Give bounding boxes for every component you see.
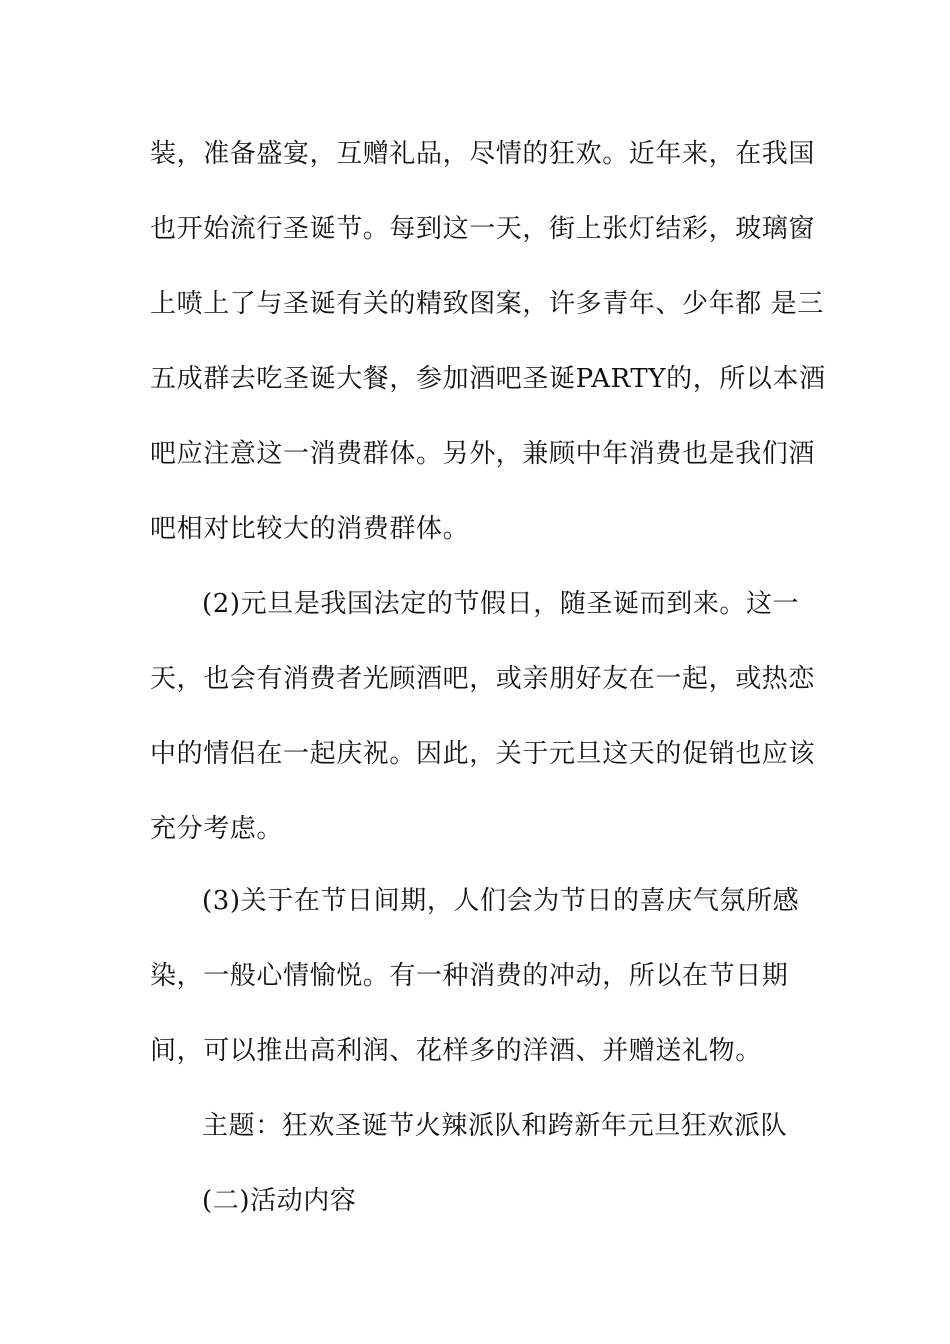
paragraph-line: 装，准备盛宴，互赠礼品，尽情的狂欢。近年来，在我国 (150, 139, 816, 169)
section-heading: (二)活动内容 (202, 1186, 357, 1216)
paragraph-line: 充分考虑。 (150, 814, 284, 844)
paragraph-line: (2)元旦是我国法定的节假日，随圣诞而到来。这一 (202, 589, 800, 619)
paragraph-line: 上喷上了与圣诞有关的精致图案，许多青年、少年都 是三 (150, 289, 824, 319)
paragraph-line: 染，一般心情愉悦。有一种消费的冲动，所以在节日期 (150, 961, 789, 991)
paragraph-line: 吧相对比较大的消费群体。 (150, 514, 470, 544)
paragraph-line: (3)关于在节日间期，人们会为节日的喜庆气氛所感 (202, 886, 800, 916)
paragraph-line: 五成群去吃圣诞大餐，参加酒吧圣诞PARTY的，所以本酒 (150, 364, 826, 394)
paragraph-line: 天，也会有消费者光顾酒吧，或亲朋好友在一起，或热恋 (150, 664, 816, 694)
paragraph-line: 也开始流行圣诞节。每到这一天，街上张灯结彩，玻璃窗 (150, 214, 816, 244)
paragraph-line: 间，可以推出高利润、花样多的洋酒、并赠送礼物。 (150, 1036, 762, 1066)
paragraph-line: 中的情侣在一起庆祝。因此，关于元旦这天的促销也应该 (150, 739, 816, 769)
paragraph-line: 吧应注意这一消费群体。另外，兼顾中年消费也是我们酒 (150, 439, 816, 469)
section-theme: 主题：狂欢圣诞节火辣派队和跨新年元旦狂欢派队 (202, 1111, 788, 1141)
